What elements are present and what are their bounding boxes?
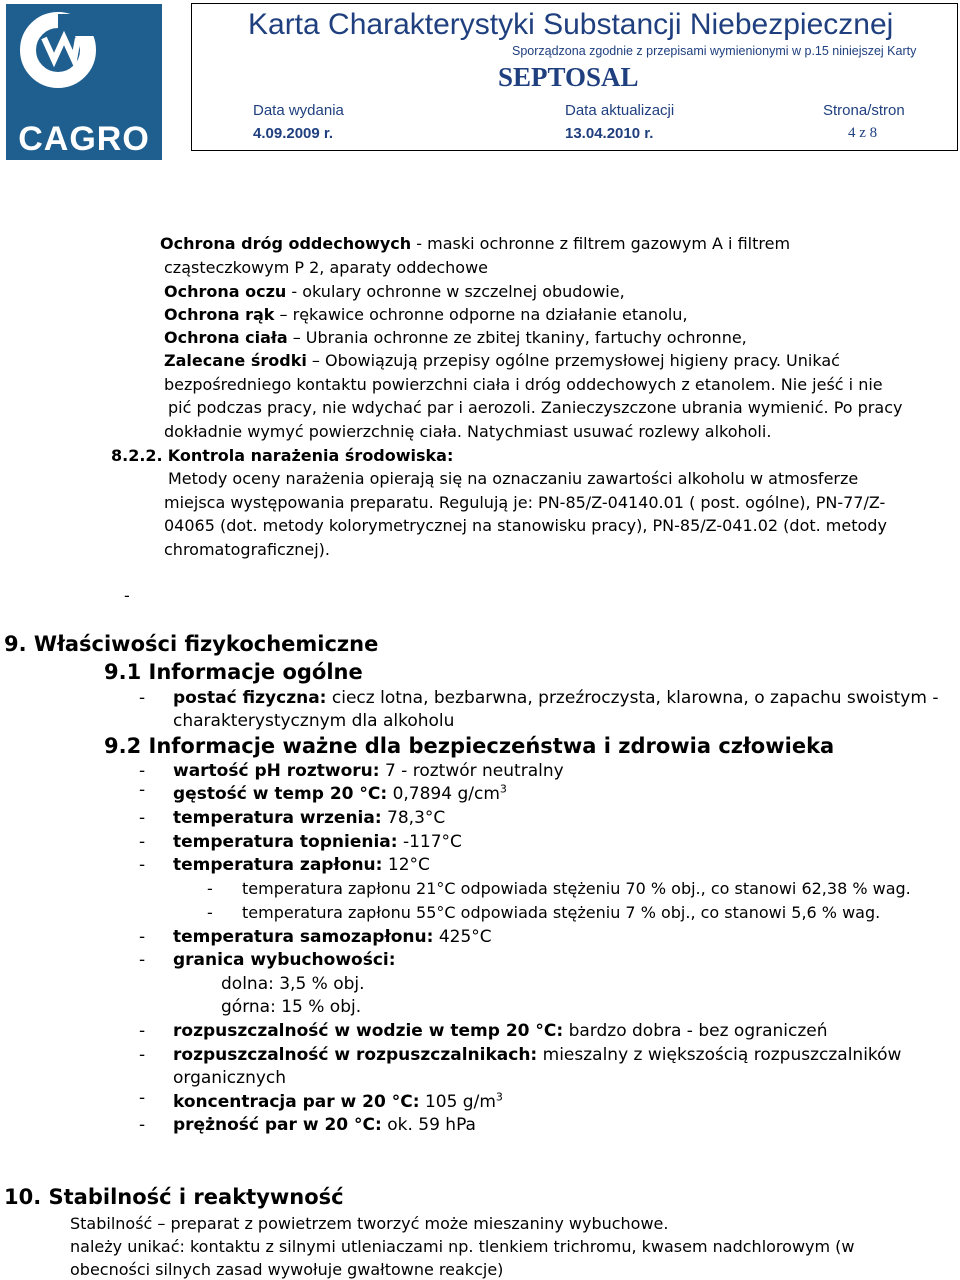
recommended-measures-line: dokładnie wymyć powierzchnię ciała. Natychmiast usuwać rozlewy alkoholi. <box>164 422 772 441</box>
bullet-dash: - <box>139 1088 146 1108</box>
document-header <box>191 3 958 151</box>
issue-date-value: 4.09.2009 r. <box>253 125 334 142</box>
stray-dash: - <box>124 586 130 605</box>
bullet-dash: - <box>139 1045 146 1065</box>
section-9-2-title: 9.2 Informacje ważne dla bezpieczeństwa i zdrowia człowieka <box>104 734 835 758</box>
update-date-value: 13.04.2010 r. <box>565 125 654 142</box>
bullet-dash: - <box>139 808 146 828</box>
logo-emblem-icon <box>6 4 162 114</box>
recommended-measures-line: bezpośredniego kontaktu powierzchni ciała i dróg oddechowych z etanolem. Nie jeść i nie <box>164 375 883 394</box>
density-value: gęstość w temp 20 °C: 0,7894 $g/cm^3$ <box>173 782 507 804</box>
vapour-concentration: koncentracja par w 20 °C: 105 $g/m^3$ <box>173 1090 503 1112</box>
section-10-title: 10. Stabilność i reaktywność <box>4 1185 344 1209</box>
recommended-measures-line: pić podczas pracy, nie wdychać par i aerozoli. Zanieczyszczone ubrania wymienić. Po pracy <box>168 398 903 417</box>
hand-protection: Ochrona rąk – rękawice ochronne odporne na działanie etanolu, <box>164 305 688 324</box>
bullet-dash: - <box>139 855 146 875</box>
flash-point-note: temperatura zapłonu 55°C odpowiada stężeniu 7 % obj., co stanowi 5,6 % wag. <box>242 903 881 922</box>
boiling-point: temperatura wrzenia: 78,3°C <box>173 808 446 828</box>
env-control-text: 04065 (dot. metody kolorymetrycznej na stanowisku pracy), PN-85/Z-041.02 (dot. metody <box>164 516 887 535</box>
solvent-solubility: rozpuszczalność w rozpuszczalnikach: mieszalny z większością rozpuszczalników <box>173 1045 902 1065</box>
recommended-measures: Zalecane środki – Obowiązują przepisy ogólne przemysłowej higieny pracy. Unikać <box>164 351 840 370</box>
update-date-label: Data aktualizacji <box>565 102 675 119</box>
bullet-dash: - <box>139 688 146 708</box>
bullet-dash: - <box>139 1021 146 1041</box>
bullet-dash: - <box>139 950 146 970</box>
respiratory-protection: Ochrona dróg oddechowych - maski ochronne z filtrem gazowym A i filtrem <box>160 234 791 253</box>
product-name: SEPTOSAL <box>498 62 639 92</box>
autoignition-temperature: temperatura samozapłonu: 425°C <box>173 927 492 947</box>
stability-text: obecności silnych zasad wywołuje gwałtowne reakcje) <box>70 1260 504 1279</box>
section-9-title: 9. Właściwości fizykochemiczne <box>4 632 379 656</box>
ph-value: wartość pH roztworu: 7 - roztwór neutralny <box>173 761 564 781</box>
explosion-limits-label: granica wybuchowości: <box>173 950 396 970</box>
page-count-value: 4 z 8 <box>848 125 878 141</box>
document-title: Karta Charakterystyki Substancji Niebezpiecznej <box>248 8 894 41</box>
document-subtitle: Sporządzona zgodnie z przepisami wymienionymi w p.15 niniejszej Karty <box>512 44 917 58</box>
company-logo <box>6 4 162 160</box>
physical-form: postać fizyczna: ciecz lotna, bezbarwna, przeźroczysta, klarowna, o zapachu swoistym - <box>173 688 939 708</box>
section-9-1-title: 9.1 Informacje ogólne <box>104 660 363 684</box>
physical-form-cont: charakterystycznym dla alkoholu <box>173 711 455 731</box>
env-control-text: chromatograficznej). <box>164 540 330 559</box>
bullet-dash: - <box>139 761 146 781</box>
logo-text: CAGRO <box>18 120 150 158</box>
bullet-dash: - <box>139 927 146 947</box>
stability-text: należy unikać: kontaktu z silnymi utleniaczami np. tlenkiem trichromu, kwasem nadchlorowym (w <box>70 1237 855 1256</box>
water-solubility: rozpuszczalność w wodzie w temp 20 °C: bardzo dobra - bez ograniczeń <box>173 1021 828 1041</box>
env-control-heading: 8.2.2. Kontrola narażenia środowiska: <box>111 446 454 465</box>
vapour-pressure: prężność par w 20 °C: ok. 59 hPa <box>173 1115 476 1135</box>
bullet-dash: - <box>207 879 213 898</box>
explosion-lower-limit: dolna: 3,5 % obj. <box>221 974 365 994</box>
explosion-upper-limit: górna: 15 % obj. <box>221 997 362 1017</box>
stability-text: Stabilność – preparat z powietrzem tworzyć może mieszaniny wybuchowe. <box>70 1214 669 1233</box>
bullet-dash: - <box>139 832 146 852</box>
respiratory-protection-cont: cząsteczkowym P 2, aparaty oddechowe <box>164 258 489 277</box>
flash-point-note: temperatura zapłonu 21°C odpowiada stężeniu 70 % obj., co stanowi 62,38 % wag. <box>242 879 911 898</box>
bullet-dash: - <box>139 1115 146 1135</box>
issue-date-label: Data wydania <box>253 102 344 119</box>
page-count-label: Strona/stron <box>823 102 905 119</box>
melting-point: temperatura topnienia: -117°C <box>173 832 462 852</box>
body-protection: Ochrona ciała – Ubrania ochronne ze zbitej tkaniny, fartuchy ochronne, <box>164 328 747 347</box>
solvent-solubility-cont: organicznych <box>173 1068 287 1088</box>
bullet-dash: - <box>207 903 213 922</box>
flash-point: temperatura zapłonu: 12°C <box>173 855 430 875</box>
bullet-dash: - <box>139 780 146 800</box>
env-control-text: miejsca występowania preparatu. Regulują je: PN-85/Z-04140.01 ( post. ogólne), PN-77/Z- <box>164 493 886 512</box>
eye-protection: Ochrona oczu - okulary ochronne w szczelnej obudowie, <box>164 282 625 301</box>
env-control-text: Metody oceny narażenia opierają się na oznaczaniu zawartości alkoholu w atmosferze <box>168 469 859 488</box>
